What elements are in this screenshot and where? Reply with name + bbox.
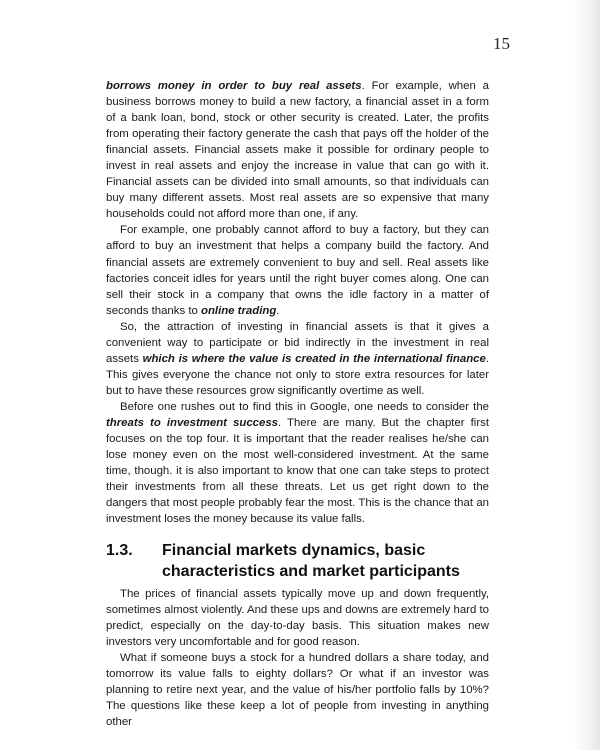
emphasis-text: online trading bbox=[200, 304, 277, 317]
section-heading bbox=[106, 540, 489, 582]
section-number: 1.3. bbox=[106, 542, 133, 559]
paragraph bbox=[106, 222, 489, 318]
page-number: 15 bbox=[493, 34, 510, 53]
emphasis-text: borrows money in order to buy real assets bbox=[106, 80, 362, 92]
body-text bbox=[106, 78, 489, 527]
paragraph: What if someone buys a stock for a hundred dollars a share today, and tomorrow its value falls to eighty dollars? Or what if an investor was planning to retire next year, and the value of his/her portfolio falls by 10%? The questions like these keep a lot of people from investing in anything other bbox=[106, 652, 489, 729]
paragraph-text: Before one rushes out to find this in Google, one needs to consider the bbox=[120, 400, 489, 413]
paragraph: The prices of financial assets typically move up and down frequently, sometimes almost violently. And these ups and downs are extremely hard to predict, especially on the day-to-day basis. This situation makes new investors very uncomfortable and for good reason. bbox=[106, 588, 489, 649]
section-body-text bbox=[106, 586, 489, 730]
paragraph-text: . This gives everyone the chance not only to store extra resources for later but to have these resources grow significantly overtime as well. bbox=[106, 352, 489, 397]
paragraph bbox=[106, 319, 489, 399]
section-title: Financial markets dynamics, basic characteristics and market participants bbox=[162, 542, 460, 580]
paragraph-text: . bbox=[276, 304, 280, 317]
page-edge-shadow bbox=[574, 0, 600, 750]
paragraph-text: . There are many. But the chapter first focuses on the top four. It is important that the reader realises he/she can lose money even on the most well-considered investment. At the same time, though. it is also important to know that one can take steps to protect their investments from all these threats. Let us get right down to the dangers that most people probably fear the most. This is the chance that an investment loses the money because its value falls. bbox=[106, 416, 489, 526]
paragraph-text: . For example, when a business borrows money to build a new factory, a financial asset in a form of a bank loan, bond, stock or other security is created. Later, the profits from operating their factory generate the cash that pays off the holder of the financial assets. Financial assets make it possible for ordinary people to invest in real assets and enjoy the increase in value that can go with it. Financial assets can be divided into small amounts, so that individuals can buy many different assets. Most real assets are so expensive that many households could not afford more than one, if any. bbox=[106, 80, 489, 221]
paragraph-text: For example, one probably cannot afford to buy a factory, but they can afford to buy an investment that helps a company build the factory. And financial assets are extremely convenient to buy and sell. Real assets like factories conceit idles for years until the right buyer comes along. One can sell their stock in a company that owns the idle factory in a matter of seconds thanks to bbox=[106, 224, 489, 317]
emphasis-text: threats to investment success bbox=[106, 416, 278, 429]
paragraph bbox=[106, 78, 489, 222]
emphasis-text: which is where the value is created in the international finance bbox=[142, 352, 486, 365]
paragraph-text: So, the attraction of investing in financial assets is that it gives a convenient way to participate or bid indirectly in the investment in real assets bbox=[106, 320, 489, 365]
paragraph bbox=[106, 399, 489, 527]
